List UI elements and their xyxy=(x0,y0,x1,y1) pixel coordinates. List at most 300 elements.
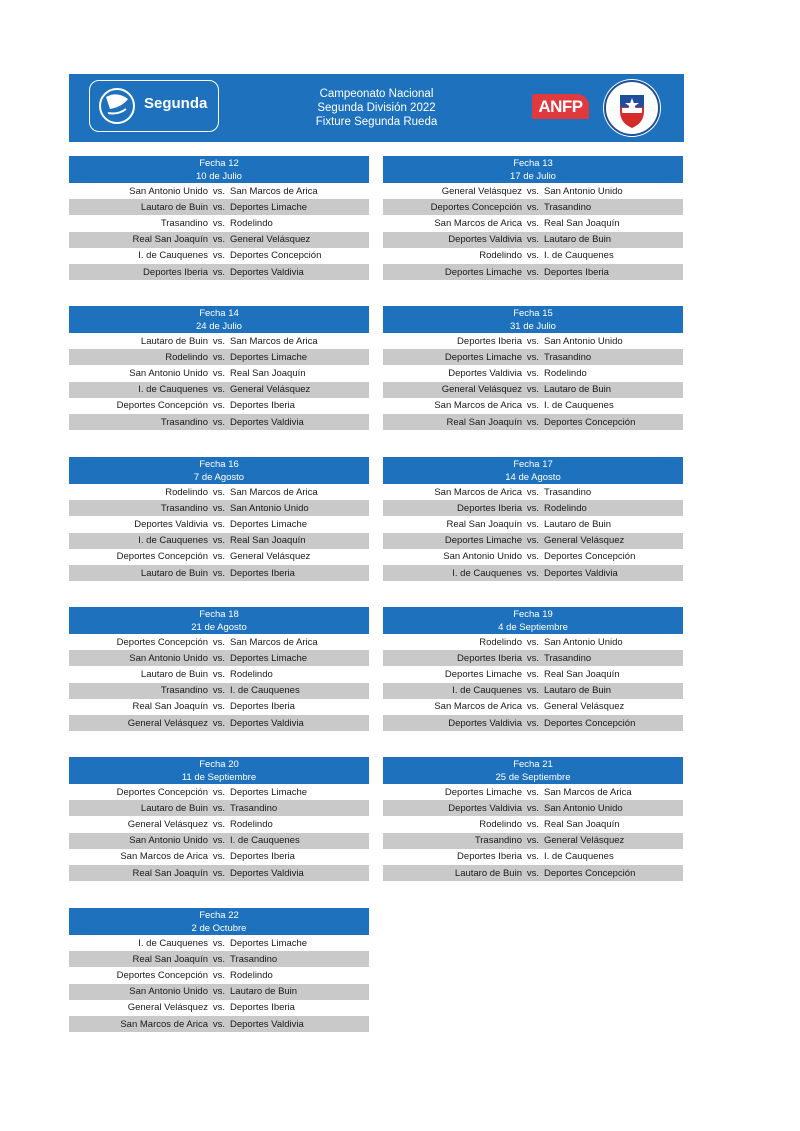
match-row xyxy=(383,516,683,532)
vs-label: vs. xyxy=(526,384,540,396)
ball-icon xyxy=(96,85,138,127)
match-row xyxy=(383,333,683,349)
vs-label: vs. xyxy=(526,551,540,563)
vs-label: vs. xyxy=(212,201,226,213)
round-block xyxy=(383,457,683,581)
vs-label: vs. xyxy=(526,351,540,363)
match-row xyxy=(69,951,369,967)
away-team: I. de Cauquenes xyxy=(544,851,614,863)
away-team: Deportes Limache xyxy=(230,652,308,664)
match-row xyxy=(69,984,369,1000)
home-team: Lautaro de Buin xyxy=(140,668,208,680)
away-team: Deportes Concepción xyxy=(230,250,322,262)
round-header xyxy=(383,457,683,484)
match-row xyxy=(69,183,369,199)
away-team: General Velásquez xyxy=(544,835,625,847)
federation-shield-icon xyxy=(601,77,663,139)
vs-label: vs. xyxy=(212,367,226,379)
round-number: Fecha 20 xyxy=(199,759,239,770)
match-row xyxy=(383,849,683,865)
vs-label: vs. xyxy=(212,234,226,246)
match-row xyxy=(69,650,369,666)
away-team: Deportes Valdivia xyxy=(230,266,304,278)
away-team: Trasandino xyxy=(544,351,592,363)
home-team: Deportes Valdivia xyxy=(448,717,522,729)
vs-label: vs. xyxy=(212,867,226,879)
vs-label: vs. xyxy=(212,636,226,648)
match-row xyxy=(69,699,369,715)
home-team: San Marcos de Arica xyxy=(120,1018,208,1030)
away-team: Deportes Iberia xyxy=(544,266,609,278)
round-block xyxy=(69,306,369,430)
away-team: San Antonio Unido xyxy=(544,802,623,814)
vs-label: vs. xyxy=(212,986,226,998)
match-row xyxy=(383,199,683,215)
vs-label: vs. xyxy=(212,701,226,713)
match-row xyxy=(69,715,369,731)
away-team: San Antonio Unido xyxy=(544,335,623,347)
round-block xyxy=(69,607,369,731)
home-team: Deportes Valdivia xyxy=(134,518,208,530)
away-team: Lautaro de Buin xyxy=(544,685,612,697)
vs-label: vs. xyxy=(526,185,540,197)
away-team: I. de Cauquenes xyxy=(544,250,614,262)
round-header xyxy=(69,908,369,935)
logo-text: Segunda xyxy=(144,95,208,112)
vs-label: vs. xyxy=(212,384,226,396)
round-header xyxy=(69,156,369,183)
home-team: Real San Joaquín xyxy=(446,518,522,530)
match-row xyxy=(383,565,683,581)
home-team: Deportes Valdivia xyxy=(448,367,522,379)
title-line-2: Segunda División 2022 xyxy=(317,102,436,114)
vs-label: vs. xyxy=(212,786,226,798)
home-team: Deportes Iberia xyxy=(457,335,522,347)
home-team: Lautaro de Buin xyxy=(454,867,522,879)
home-team: Real San Joaquín xyxy=(132,867,208,879)
round-number: Fecha 18 xyxy=(199,609,239,620)
home-team: Lautaro de Buin xyxy=(140,802,208,814)
match-row xyxy=(69,683,369,699)
match-row xyxy=(69,833,369,849)
vs-label: vs. xyxy=(212,835,226,847)
vs-label: vs. xyxy=(526,867,540,879)
vs-label: vs. xyxy=(212,652,226,664)
home-team: Deportes Concepción xyxy=(116,551,208,563)
round-number: Fecha 16 xyxy=(199,459,239,470)
home-team: Deportes Iberia xyxy=(457,502,522,514)
vs-label: vs. xyxy=(212,185,226,197)
match-row xyxy=(383,666,683,682)
home-team: Lautaro de Buin xyxy=(140,335,208,347)
round-block xyxy=(69,156,369,280)
vs-label: vs. xyxy=(526,502,540,514)
home-team: Deportes Concepción xyxy=(430,201,522,213)
vs-label: vs. xyxy=(212,250,226,262)
away-team: Trasandino xyxy=(544,486,592,498)
match-row xyxy=(69,484,369,500)
away-team: San Antonio Unido xyxy=(230,502,309,514)
away-team: Deportes Limache xyxy=(230,786,308,798)
vs-label: vs. xyxy=(212,567,226,579)
home-team: Deportes Valdivia xyxy=(448,234,522,246)
away-team: San Marcos de Arica xyxy=(230,335,318,347)
away-team: Deportes Concepción xyxy=(544,717,636,729)
round-block xyxy=(383,757,683,881)
away-team: Rodelindo xyxy=(544,367,587,379)
vs-label: vs. xyxy=(526,652,540,664)
home-team: General Velásquez xyxy=(127,717,208,729)
match-row xyxy=(383,800,683,816)
match-row xyxy=(383,549,683,565)
home-team: Deportes Limache xyxy=(444,266,522,278)
match-row xyxy=(69,349,369,365)
match-row xyxy=(69,365,369,381)
vs-label: vs. xyxy=(212,937,226,949)
home-team: Lautaro de Buin xyxy=(140,201,208,213)
home-team: San Antonio Unido xyxy=(129,652,208,664)
match-row xyxy=(69,398,369,414)
away-team: Deportes Iberia xyxy=(230,400,295,412)
round-date: 24 de Julio xyxy=(196,321,242,332)
away-team: Deportes Concepción xyxy=(544,867,636,879)
away-team: General Velásquez xyxy=(230,384,311,396)
home-team: Trasandino xyxy=(160,217,208,229)
match-row xyxy=(383,414,683,430)
away-team: Deportes Concepción xyxy=(544,416,636,428)
home-team: Rodelindo xyxy=(165,486,208,498)
round-number: Fecha 17 xyxy=(513,459,553,470)
round-header xyxy=(69,607,369,634)
home-team: Real San Joaquín xyxy=(446,416,522,428)
away-team: Deportes Limache xyxy=(230,518,308,530)
vs-label: vs. xyxy=(212,551,226,563)
away-team: Real San Joaquín xyxy=(544,668,620,680)
vs-label: vs. xyxy=(526,201,540,213)
round-date: 14 de Agosto xyxy=(505,472,561,483)
vs-label: vs. xyxy=(526,851,540,863)
away-team: Rodelindo xyxy=(230,217,273,229)
home-team: I. de Cauquenes xyxy=(138,250,208,262)
home-team: I. de Cauquenes xyxy=(138,937,208,949)
match-row xyxy=(383,365,683,381)
match-row xyxy=(383,382,683,398)
vs-label: vs. xyxy=(526,518,540,530)
match-row xyxy=(383,349,683,365)
away-team: San Marcos de Arica xyxy=(230,486,318,498)
home-team: Rodelindo xyxy=(479,818,522,830)
vs-label: vs. xyxy=(212,802,226,814)
home-team: San Antonio Unido xyxy=(129,835,208,847)
match-row xyxy=(69,849,369,865)
vs-label: vs. xyxy=(212,217,226,229)
home-team: Trasandino xyxy=(474,835,522,847)
title-line-3: Fixture Segunda Rueda xyxy=(315,116,438,128)
home-team: San Antonio Unido xyxy=(129,986,208,998)
home-team: Rodelindo xyxy=(165,351,208,363)
home-team: Deportes Iberia xyxy=(143,266,208,278)
match-row xyxy=(69,935,369,951)
round-number: Fecha 12 xyxy=(199,158,239,169)
vs-label: vs. xyxy=(212,685,226,697)
vs-label: vs. xyxy=(212,1018,226,1030)
match-row xyxy=(383,533,683,549)
away-team: Trasandino xyxy=(230,802,278,814)
away-team: Deportes Valdivia xyxy=(230,1018,304,1030)
home-team: I. de Cauquenes xyxy=(452,567,522,579)
vs-label: vs. xyxy=(526,786,540,798)
round-date: 11 de Septiembre xyxy=(181,772,257,783)
vs-label: vs. xyxy=(212,351,226,363)
match-row xyxy=(383,650,683,666)
vs-label: vs. xyxy=(526,335,540,347)
round-date: 25 de Septiembre xyxy=(495,772,571,783)
vs-label: vs. xyxy=(526,266,540,278)
away-team: San Antonio Unido xyxy=(544,636,623,648)
match-row xyxy=(69,232,369,248)
home-team: General Velásquez xyxy=(127,1002,208,1014)
round-block xyxy=(383,607,683,731)
home-team: Deportes Iberia xyxy=(457,652,522,664)
away-team: Deportes Concepción xyxy=(544,551,636,563)
away-team: General Velásquez xyxy=(544,535,625,547)
away-team: Trasandino xyxy=(230,953,278,965)
home-team: I. de Cauquenes xyxy=(138,384,208,396)
round-number: Fecha 22 xyxy=(199,910,239,921)
away-team: Real San Joaquín xyxy=(544,818,620,830)
vs-label: vs. xyxy=(526,535,540,547)
away-team: Deportes Limache xyxy=(230,937,308,949)
away-team: I. de Cauquenes xyxy=(230,685,300,697)
home-team: Trasandino xyxy=(160,502,208,514)
match-row xyxy=(383,215,683,231)
round-header xyxy=(69,757,369,784)
away-team: Trasandino xyxy=(544,201,592,213)
home-team: Real San Joaquín xyxy=(132,953,208,965)
round-block xyxy=(69,457,369,581)
match-row xyxy=(69,800,369,816)
away-team: General Velásquez xyxy=(544,701,625,713)
vs-label: vs. xyxy=(526,802,540,814)
away-team: Deportes Valdivia xyxy=(230,717,304,729)
vs-label: vs. xyxy=(212,717,226,729)
home-team: I. de Cauquenes xyxy=(452,685,522,697)
match-row xyxy=(69,1016,369,1032)
match-row xyxy=(69,1000,369,1016)
home-team: Deportes Concepción xyxy=(116,636,208,648)
away-team: San Marcos de Arica xyxy=(230,185,318,197)
vs-label: vs. xyxy=(526,835,540,847)
home-team: San Antonio Unido xyxy=(129,185,208,197)
vs-label: vs. xyxy=(526,367,540,379)
home-team: San Marcos de Arica xyxy=(434,400,522,412)
match-row xyxy=(383,683,683,699)
home-team: Real San Joaquín xyxy=(132,701,208,713)
vs-label: vs. xyxy=(526,400,540,412)
match-row xyxy=(69,634,369,650)
home-team: Deportes Limache xyxy=(444,668,522,680)
match-row xyxy=(383,784,683,800)
vs-label: vs. xyxy=(526,717,540,729)
home-team: Real San Joaquín xyxy=(132,234,208,246)
home-team: Lautaro de Buin xyxy=(140,567,208,579)
away-team: San Marcos de Arica xyxy=(230,636,318,648)
vs-label: vs. xyxy=(212,953,226,965)
vs-label: vs. xyxy=(212,486,226,498)
match-row xyxy=(383,264,683,280)
header-banner xyxy=(69,74,684,142)
round-header xyxy=(383,757,683,784)
home-team: Trasandino xyxy=(160,416,208,428)
home-team: Deportes Limache xyxy=(444,351,522,363)
round-date: 17 de Julio xyxy=(510,171,556,182)
round-header xyxy=(69,457,369,484)
away-team: General Velásquez xyxy=(230,234,311,246)
vs-label: vs. xyxy=(526,818,540,830)
match-row xyxy=(69,264,369,280)
match-row xyxy=(383,634,683,650)
match-row xyxy=(69,865,369,881)
away-team: Lautaro de Buin xyxy=(544,518,612,530)
away-team: Deportes Iberia xyxy=(230,1002,295,1014)
round-header xyxy=(69,306,369,333)
vs-label: vs. xyxy=(526,486,540,498)
home-team: Deportes Limache xyxy=(444,535,522,547)
match-row xyxy=(383,232,683,248)
away-team: General Velásquez xyxy=(230,551,311,563)
away-team: Lautaro de Buin xyxy=(544,234,612,246)
home-team: General Velásquez xyxy=(441,185,522,197)
home-team: Deportes Concepción xyxy=(116,786,208,798)
home-team: Deportes Iberia xyxy=(457,851,522,863)
match-row xyxy=(383,715,683,731)
anfp-logo: ANFP xyxy=(532,94,589,119)
segunda-logo xyxy=(89,80,219,132)
round-block xyxy=(383,156,683,280)
away-team: Rodelindo xyxy=(544,502,587,514)
vs-label: vs. xyxy=(212,818,226,830)
round-date: 4 de Septiembre xyxy=(498,622,568,633)
round-number: Fecha 15 xyxy=(513,308,553,319)
vs-label: vs. xyxy=(212,400,226,412)
vs-label: vs. xyxy=(526,636,540,648)
round-number: Fecha 13 xyxy=(513,158,553,169)
home-team: San Marcos de Arica xyxy=(120,851,208,863)
home-team: San Marcos de Arica xyxy=(434,701,522,713)
away-team: Deportes Limache xyxy=(230,351,308,363)
home-team: Rodelindo xyxy=(479,636,522,648)
home-team: San Marcos de Arica xyxy=(434,217,522,229)
vs-label: vs. xyxy=(212,266,226,278)
vs-label: vs. xyxy=(526,567,540,579)
home-team: San Antonio Unido xyxy=(129,367,208,379)
vs-label: vs. xyxy=(212,535,226,547)
vs-label: vs. xyxy=(526,668,540,680)
match-row xyxy=(69,199,369,215)
round-header xyxy=(383,306,683,333)
round-block xyxy=(383,306,683,430)
home-team: Deportes Concepción xyxy=(116,969,208,981)
away-team: Deportes Iberia xyxy=(230,567,295,579)
round-header xyxy=(383,156,683,183)
home-team: San Antonio Unido xyxy=(443,551,522,563)
match-row xyxy=(69,784,369,800)
away-team: Deportes Valdivia xyxy=(544,567,618,579)
match-row xyxy=(383,865,683,881)
home-team: Rodelindo xyxy=(479,250,522,262)
match-row xyxy=(383,833,683,849)
vs-label: vs. xyxy=(526,217,540,229)
match-row xyxy=(69,816,369,832)
home-team: General Velásquez xyxy=(127,818,208,830)
vs-label: vs. xyxy=(526,250,540,262)
vs-label: vs. xyxy=(212,969,226,981)
away-team: Real San Joaquín xyxy=(544,217,620,229)
round-date: 7 de Agosto xyxy=(193,472,245,483)
match-row xyxy=(69,500,369,516)
away-team: Deportes Valdivia xyxy=(230,867,304,879)
away-team: San Antonio Unido xyxy=(544,185,623,197)
match-row xyxy=(383,248,683,264)
round-date: 10 de Julio xyxy=(196,171,242,182)
vs-label: vs. xyxy=(212,416,226,428)
home-team: Trasandino xyxy=(160,685,208,697)
round-date: 31 de Julio xyxy=(510,321,556,332)
round-number: Fecha 19 xyxy=(513,609,553,620)
vs-label: vs. xyxy=(212,1002,226,1014)
match-row xyxy=(383,699,683,715)
vs-label: vs. xyxy=(212,668,226,680)
away-team: Deportes Limache xyxy=(230,201,308,213)
match-row xyxy=(383,398,683,414)
vs-label: vs. xyxy=(212,335,226,347)
away-team: Rodelindo xyxy=(230,818,273,830)
home-team: Deportes Valdivia xyxy=(448,802,522,814)
away-team: Lautaro de Buin xyxy=(230,986,298,998)
away-team: Real San Joaquín xyxy=(230,367,306,379)
vs-label: vs. xyxy=(526,701,540,713)
match-row xyxy=(69,215,369,231)
away-team: Rodelindo xyxy=(230,668,273,680)
away-team: Deportes Iberia xyxy=(230,851,295,863)
away-team: Deportes Valdivia xyxy=(230,416,304,428)
round-header xyxy=(383,607,683,634)
vs-label: vs. xyxy=(526,234,540,246)
round-date: 21 de Agosto xyxy=(191,622,247,633)
match-row xyxy=(69,382,369,398)
vs-label: vs. xyxy=(212,518,226,530)
vs-label: vs. xyxy=(526,685,540,697)
away-team: Rodelindo xyxy=(230,969,273,981)
round-date: 2 de Octubre xyxy=(191,923,247,934)
away-team: Real San Joaquín xyxy=(230,535,306,547)
home-team: I. de Cauquenes xyxy=(138,535,208,547)
away-team: I. de Cauquenes xyxy=(230,835,300,847)
match-row xyxy=(69,533,369,549)
page-title xyxy=(289,87,464,129)
match-row xyxy=(383,500,683,516)
vs-label: vs. xyxy=(212,851,226,863)
vs-label: vs. xyxy=(212,502,226,514)
match-row xyxy=(69,967,369,983)
match-row xyxy=(69,333,369,349)
home-team: San Marcos de Arica xyxy=(434,486,522,498)
vs-label: vs. xyxy=(526,416,540,428)
away-team: San Marcos de Arica xyxy=(544,786,632,798)
away-team: Lautaro de Buin xyxy=(544,384,612,396)
away-team: Deportes Iberia xyxy=(230,701,295,713)
home-team: General Velásquez xyxy=(441,384,522,396)
